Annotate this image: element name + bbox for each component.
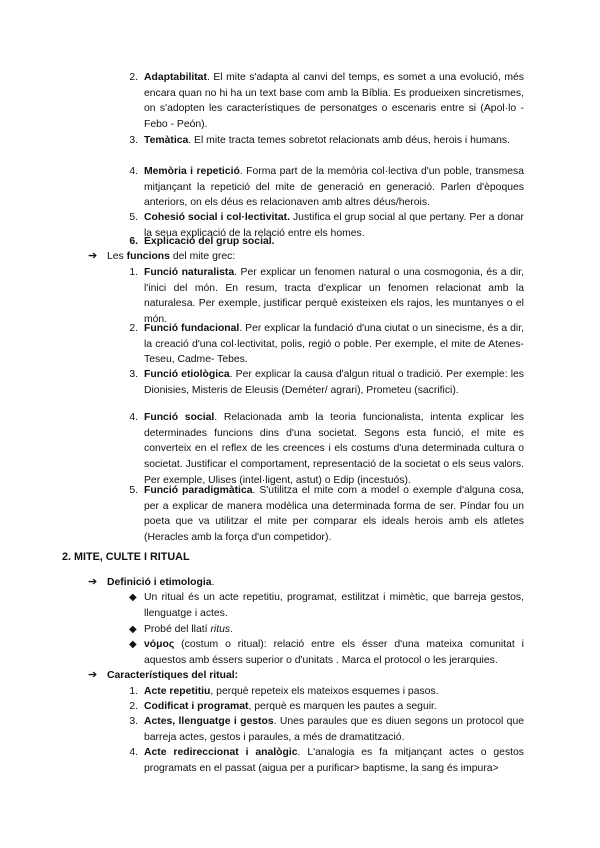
list-item-acte-repetitiu: Acte repetitiu, perquè repeteix els mateixos esquemes i pasos.: [144, 686, 439, 697]
bullet-nomos: νόμος (costum o ritual): relació entre els ésser d'una mateixa comunitat i aquestos amb éssers superior o d'unitats . Marca el protocol o les jerarquies.: [144, 639, 524, 666]
list-number: 5.: [129, 212, 138, 223]
arrow-bullet-icon: ➔: [88, 250, 98, 262]
list-number: 2.: [129, 701, 138, 712]
list-item-acte-redireccionat: Acte redireccionat i analògic. L'analogia es fa mitjançant actes o gestos programats en el passat (aigua per a purificar> baptisme, la sang és impura>: [144, 747, 525, 774]
list-number: 1.: [129, 267, 138, 278]
list-item-funcio-paradigmatica: Funció paradigmàtica. S'utilitza el mite com a model o exemple d'alguna cosa, per a explicar de manera modèlica una determinada forma de ser. Píndar fou un poeta que va utilitzar el mite per comparar els ideals herois amb els atletes (Heracles amb la força d'un competidor).: [144, 485, 524, 544]
list-number: 1.: [129, 686, 138, 697]
list-number: 4.: [129, 747, 138, 758]
list-item-cohesio: Cohesió social i col·lectivitat. Justifica el grup social al que pertany. Per a donar la seua explicació de la relació entre els homes.: [144, 212, 524, 239]
list-item-actes-llenguatge: Actes, llenguatge i gestos. Unes paraules que es diuen segons un protocol que barreja actes, gestos i paraules, a més de dramatització.: [144, 716, 524, 743]
list-number: 3.: [129, 135, 138, 146]
list-item-funcio-social: Funció social. Relacionada amb la teoria funcionalista, intenta explicar les determinades funcions dins d'una societat. Segons esta funció, el mite es converteix en el reflex de les creences i els costums d'una determinada cultura o societat. Justificar el comportament, representació de la societat o els seus valors. Per exemple, Ulises (intel·ligent, astut) o Edip (incestuós).: [144, 412, 524, 486]
diamond-bullet-icon: ◆: [129, 639, 137, 650]
list-number: 5.: [129, 485, 138, 496]
arrow-bullet-icon: ➔: [88, 669, 98, 681]
section-heading: 2. MITE, CULTE I RITUAL: [62, 551, 190, 563]
definicio-heading: Definició i etimologia.: [107, 577, 215, 588]
diamond-bullet-icon: ◆: [129, 624, 137, 635]
caracteristiques-heading: Característiques del ritual:: [107, 670, 239, 681]
list-item-explicacio: Explicació del grup social.: [144, 236, 275, 247]
list-item-funcio-naturalista: Funció naturalista. Per explicar un fenomen natural o una cosmogonia, és a dir, l'inici del món. En resum, tracta d'explicar un fenomen relacionat amb la naturalesa. Per exemple, justificar perquè existeixen els rajos, les muntanyes o el món.: [144, 267, 524, 326]
list-number: 4.: [129, 412, 138, 423]
list-number: 4.: [129, 166, 138, 177]
list-item-funcio-etiologica: Funció etiològica. Per explicar la causa d'algun ritual o tradició. Per exemple: les Dionisies, Misteris de Eleusis (Deméter/ agrari), Prometeu (sacrifici).: [144, 369, 524, 396]
list-item-funcio-fundacional: Funció fundacional. Per explicar la fundació d'una ciutat o un sinecisme, és a dir, la creació d'una col·lectivitat, polis, regió o poble. Per exemple, el mite de Atenes- Teseu, Cadme- Tebes.: [144, 323, 525, 366]
list-number: 2.: [129, 323, 138, 334]
list-number: 6.: [129, 236, 138, 247]
bullet-ritual-definicio: Un ritual és un acte repetitiu, programat, estilitzat i mimètic, que barreja gestos, llenguatge i actes.: [144, 592, 524, 619]
list-item-memoria: Memòria i repetició. Forma part de la memòria col·lectiva d'un poble, transmesa mitjançant la repetició del mite de generació en generació. Parlen d'èpoques anteriors, on els déus es relacionaven amb altres déus/herois.: [144, 166, 524, 209]
list-item-tematica: Temàtica. El mite tracta temes sobretot relacionats amb déus, herois i humans.: [144, 135, 510, 146]
list-number: 3.: [129, 369, 138, 380]
diamond-bullet-icon: ◆: [129, 592, 137, 603]
list-item-adaptabilitat: Adaptabilitat. El mite s'adapta al canvi del temps, es somet a una evolució, més encara quan no hi ha un text base com amb la Bíblia. Es produeixen sincretismes, on s'adopten les característiques de personatges o escenaris entre si (Apol·lo - Febo - Peón).: [144, 72, 524, 131]
funcions-intro: Les funcions del mite grec:: [107, 251, 236, 262]
list-number: 2.: [129, 72, 138, 83]
list-number: 3.: [129, 716, 138, 727]
bullet-etimologia: Probé del llatí ritus.: [144, 624, 233, 635]
list-item-codificat: Codificat i programat, perquè es marquen les pautes a seguir.: [144, 701, 437, 712]
arrow-bullet-icon: ➔: [88, 576, 98, 588]
